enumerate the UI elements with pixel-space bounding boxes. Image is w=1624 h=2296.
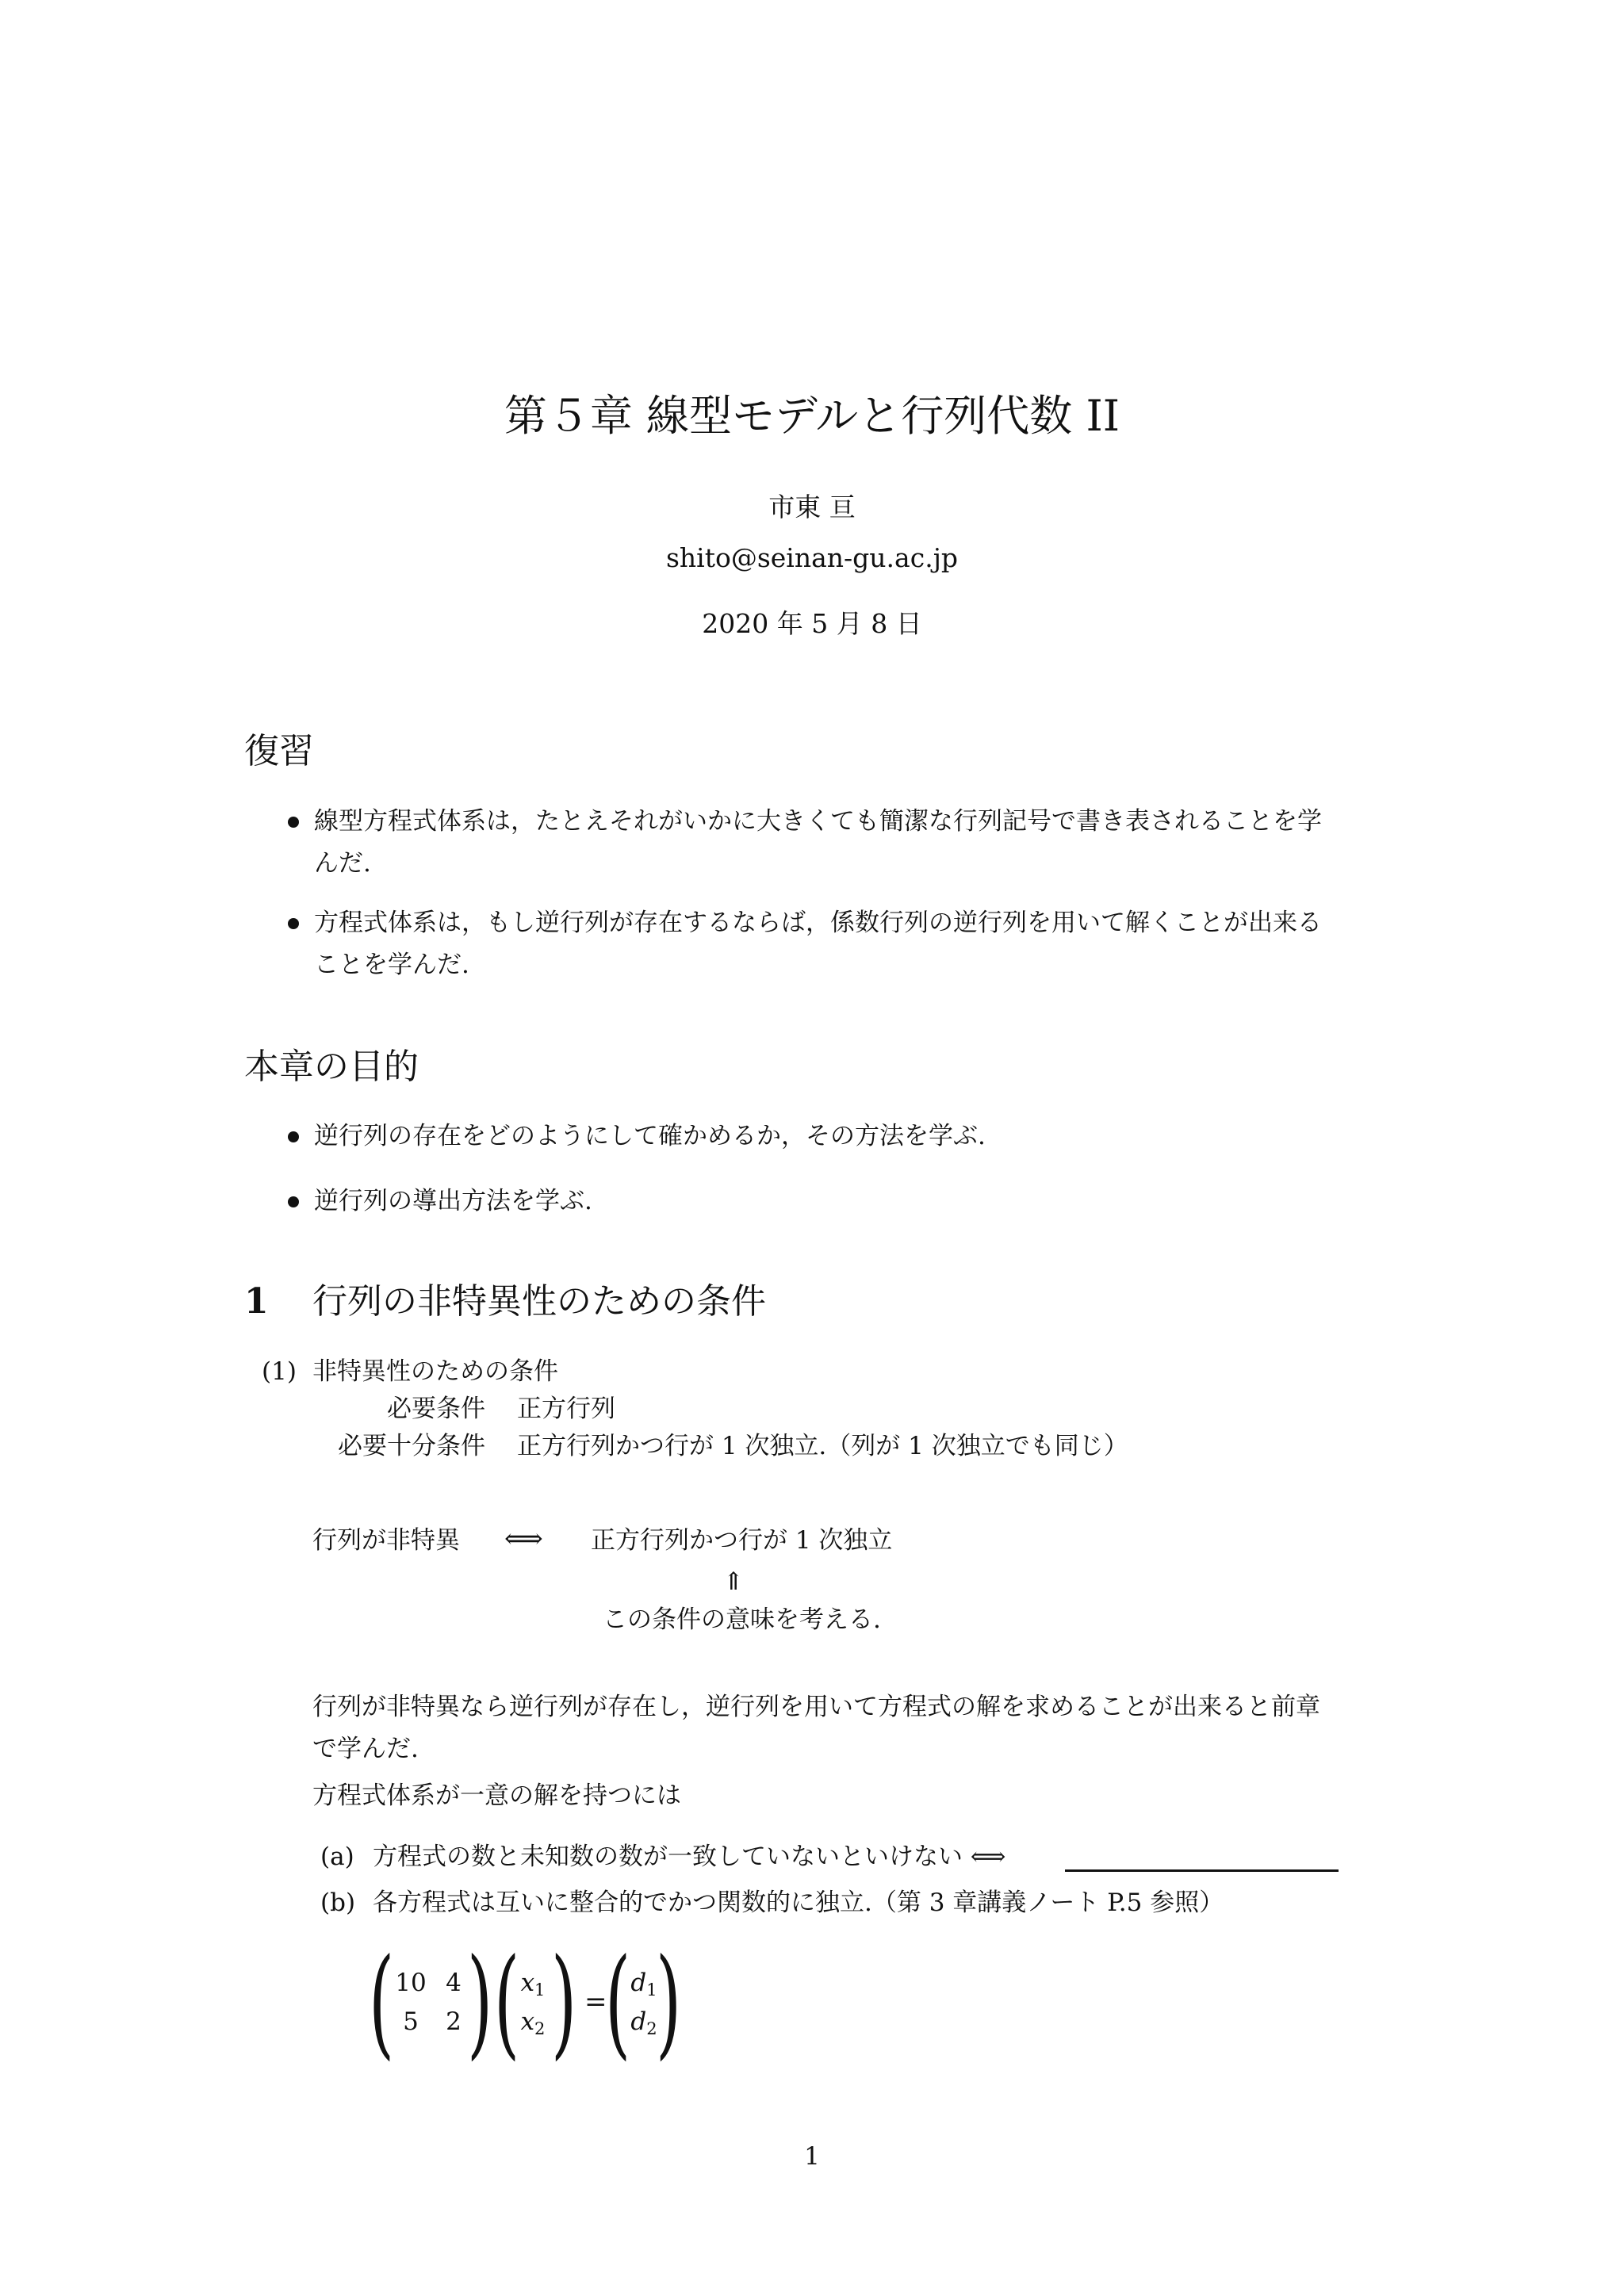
document-title: 第５章 線型モデルと行列代数 II <box>504 391 1120 441</box>
nas-label-text: 必要十分条件 <box>338 1432 485 1460</box>
subscript: 1 <box>646 1980 657 1999</box>
right-paren: ) <box>467 1934 493 2072</box>
enum-text-b: 各方程式は互いに整合的でかつ関数的に独立.（第 3 章講義ノート P.5 参照） <box>373 1888 1224 1917</box>
var-x: x <box>520 2007 535 2036</box>
enum-text-1: 非特異性のための条件 <box>312 1357 558 1386</box>
matrix-a-22: 2 <box>446 2007 462 2036</box>
equals-sign: = <box>584 1986 607 2018</box>
purpose-item-1: 逆行列の存在をどのようにして確かめるか，その方法を学ぶ. <box>314 1122 986 1150</box>
necessary-label-text: 必要条件 <box>387 1395 485 1423</box>
section-heading: 行列の非特異性のための条件 <box>312 1281 766 1322</box>
left-paren: ( <box>369 1934 395 2072</box>
matrix-a-11: 10 <box>395 1969 427 1997</box>
bullet-icon <box>288 918 299 929</box>
matrix-equation <box>369 1934 682 2072</box>
var-d: d <box>630 1969 647 1997</box>
subscript: 2 <box>646 2019 657 2038</box>
enum-label-1: (1) <box>262 1357 297 1386</box>
author-name: 市東 亘 <box>768 492 856 522</box>
enum-label-b: (b) <box>320 1888 356 1917</box>
right-paren: ) <box>656 1934 682 2072</box>
necessary-value: 正方行列 <box>517 1395 615 1423</box>
var-x: x <box>520 1969 535 1997</box>
bullet-icon <box>288 1196 299 1207</box>
paragraph-2: 方程式体系が一意の解を持つには <box>312 1781 681 1810</box>
vector-x-2 <box>513 2007 553 2043</box>
iff-right: 正方行列かつ行が 1 次独立 <box>591 1526 893 1555</box>
review-heading: 復習 <box>244 731 314 771</box>
review-item-1-line-2: んだ. <box>314 849 371 878</box>
left-paren: ( <box>494 1934 520 2072</box>
vector-x-1 <box>513 1969 553 2004</box>
purpose-item-2: 逆行列の導出方法を学ぶ. <box>314 1187 592 1215</box>
iff-arrow: ⟺ <box>504 1523 543 1555</box>
purpose-heading: 本章の目的 <box>244 1047 419 1087</box>
enum-label-a: (a) <box>320 1843 354 1871</box>
matrix-a-21: 5 <box>403 2007 419 2036</box>
review-item-1-line-1: 線型方程式体系は，たとえそれがいかに大きくても簡潔な行列記号で書き表されることを学 <box>314 807 1322 836</box>
iff-left: 行列が非特異 <box>312 1526 460 1555</box>
document-date: 2020 年 5 月 8 日 <box>702 608 922 639</box>
paragraph-1-line-1: 行列が非特異なら逆行列が存在し，逆行列を用いて方程式の解を求めることが出来ると前章 <box>312 1693 1320 1721</box>
var-d: d <box>630 2007 647 2036</box>
paragraph-1-line-2: で学んだ. <box>312 1735 419 1763</box>
bullet-icon <box>288 1131 299 1142</box>
author-email: shito@seinan-gu.ac.jp <box>665 542 959 573</box>
bullet-icon <box>288 817 299 828</box>
meaning-text: この条件の意味を考える. <box>603 1605 881 1634</box>
subscript: 1 <box>534 1980 546 1999</box>
left-paren: ( <box>605 1934 631 2072</box>
subscript: 2 <box>534 2019 546 2038</box>
review-item-2-line-2: ことを学んだ. <box>314 951 469 979</box>
enum-text-a: 方程式の数と未知数の数が一致していないといけない ⟺ <box>373 1843 1006 1871</box>
matrix-a-12: 4 <box>446 1969 462 1997</box>
page-number: 1 <box>804 2142 820 2171</box>
section-number: 1 <box>244 1281 269 1322</box>
up-arrow: ⇑ <box>723 1567 744 1596</box>
nas-value: 正方行列かつ行が 1 次独立.（列が 1 次独立でも同じ） <box>517 1432 1128 1460</box>
answer-blank-line <box>1065 1869 1339 1872</box>
review-item-2-line-1: 方程式体系は，もし逆行列が存在するならば，係数行列の逆行列を用いて解くことが出来る <box>314 909 1322 937</box>
right-paren: ) <box>551 1934 577 2072</box>
